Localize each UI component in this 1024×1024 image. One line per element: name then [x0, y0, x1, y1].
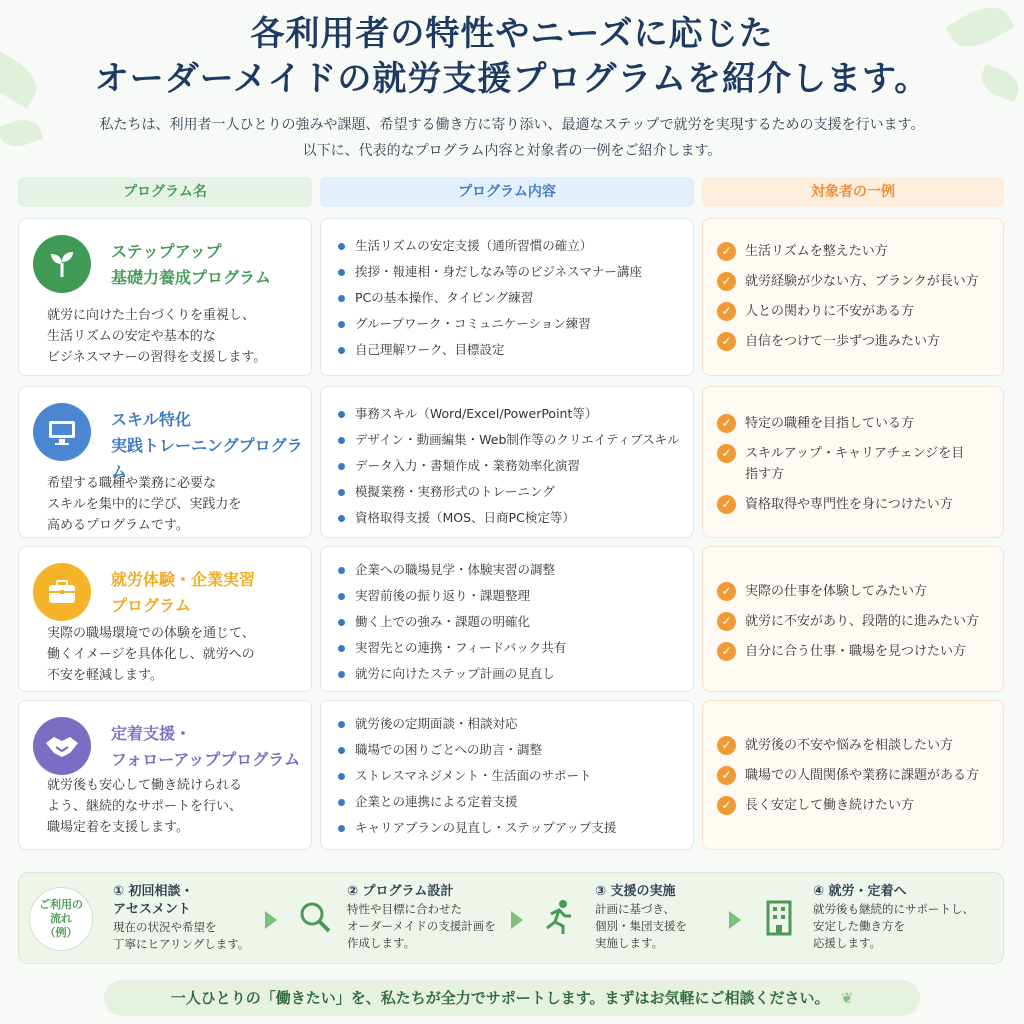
- target-item: [717, 331, 979, 352]
- target-text: 職場での人間関係や業務に課題がある方: [745, 768, 980, 783]
- target-item: [717, 611, 979, 632]
- contents-item: キャリアプランの見直し・ステップアップ支援: [335, 815, 616, 841]
- target-text: 長く安定して働き続けたい方: [745, 798, 915, 813]
- program-name-line-2: 実践トレーニングプログラム: [111, 436, 303, 481]
- target-text: 資格取得や専門性を身につけたい方: [745, 497, 953, 512]
- step-desc: 計画に基づき、: [595, 902, 676, 916]
- desc-line: 不安を軽減します。: [47, 668, 163, 683]
- program-name: [111, 721, 300, 773]
- target-item: [717, 271, 979, 292]
- program-name-line-2: フォローアッププログラム: [111, 750, 301, 769]
- arrow-right-icon: [511, 911, 523, 929]
- target-text: 自分に合う仕事・職場を見つけたい方: [745, 644, 967, 659]
- footer-text: 一人ひとりの「働きたい」を、私たちが全力でサポートします。まずはお気軽にご相談ください。: [170, 989, 830, 1007]
- step-desc: 丁寧にヒアリングします。: [113, 937, 250, 951]
- running-person-icon: [539, 895, 579, 939]
- page-title: [0, 12, 1024, 102]
- arrow-right-icon: [729, 911, 741, 929]
- monitor-icon: [33, 403, 91, 461]
- target-text: 就労に不安があり、段階的に進みたい方: [745, 614, 980, 629]
- program-contents-card: [320, 386, 694, 538]
- step-desc: 実施します。: [595, 936, 664, 950]
- program-name-line-1: ステップアップ: [111, 242, 222, 261]
- step-desc: 特性や目標に合わせた: [347, 902, 462, 916]
- contents-item: 企業への職場見学・体験実習の調整: [335, 557, 566, 583]
- targets-card: [702, 700, 1004, 850]
- step-desc: 現在の状況や希望を: [113, 920, 217, 934]
- leaf-icon: ❦: [840, 989, 854, 1007]
- desc-line: 生活リズムの安定や基本的な: [47, 329, 216, 344]
- program-name-line-2: 基礎力養成プログラム: [111, 268, 271, 287]
- program-description: [47, 775, 242, 838]
- step-desc: 就労後も継続的にサポートし、: [813, 902, 974, 916]
- target-item: [717, 765, 979, 786]
- contents-item: 自己理解ワーク、目標設定: [335, 337, 642, 363]
- check-icon: ✓: [717, 332, 736, 351]
- targets-card: [702, 386, 1004, 538]
- badge-line: ご利用の: [39, 898, 83, 911]
- program-name: [111, 239, 271, 291]
- target-item: [717, 443, 975, 485]
- target-item: [717, 795, 979, 816]
- header-program-name: プログラム名: [18, 177, 312, 207]
- step-title: ④ 就労・定着へ: [813, 884, 907, 899]
- lead-text: [0, 112, 1024, 164]
- step-title: ③ 支援の実施: [595, 884, 676, 899]
- badge-line: （例）: [44, 926, 78, 939]
- program-contents-card: [320, 546, 694, 692]
- target-text: 生活リズムを整えたい方: [745, 244, 888, 259]
- program-name-line-1: 定着支援・: [111, 724, 192, 743]
- contents-item: 事務スキル（Word/Excel/PowerPoint等）: [335, 401, 680, 427]
- header-targets: 対象者の一例: [702, 177, 1004, 207]
- contents-item: ストレスマネジメント・生活面のサポート: [335, 763, 616, 789]
- desc-line: 実際の職場環境での体験を通じて、: [47, 626, 255, 641]
- program-name-line-1: 就労体験・企業実習: [111, 570, 256, 589]
- step-title: ② プログラム設計: [347, 884, 454, 899]
- check-icon: ✓: [717, 642, 736, 661]
- program-card: [18, 700, 312, 850]
- target-item: [717, 413, 975, 434]
- check-icon: ✓: [717, 302, 736, 321]
- desc-line: 希望する職種や業務に必要な: [47, 476, 217, 491]
- lead-line-2: 以下に、代表的なプログラム内容と対象者の一例をご紹介します。: [302, 143, 722, 159]
- contents-item: デザイン・動画編集・Web制作等のクリエイティブスキル: [335, 427, 680, 453]
- check-icon: ✓: [717, 495, 736, 514]
- flow-step-3: [595, 883, 687, 952]
- target-text: 特定の職種を目指している方: [745, 416, 915, 431]
- contents-item: 模擬業務・実務形式のトレーニング: [335, 479, 680, 505]
- title-line-2: オーダーメイドの就労支援プログラムを紹介します。: [94, 59, 930, 99]
- flow-step-4: [813, 883, 974, 952]
- target-item: [717, 581, 979, 602]
- target-text: 自信をつけて一歩ずつ進みたい方: [745, 334, 941, 349]
- program-name-line-1: スキル特化: [111, 410, 191, 429]
- header-program-contents: プログラム内容: [320, 177, 694, 207]
- magnifier-icon: [295, 895, 335, 939]
- program-description: [47, 473, 241, 536]
- usage-flow: [18, 872, 1004, 964]
- program-name-line-2: プログラム: [111, 596, 191, 615]
- arrow-right-icon: [265, 911, 277, 929]
- contents-item: PCの基本操作、タイピング練習: [335, 285, 642, 311]
- desc-line: 働くイメージを具体化し、就労への: [47, 647, 255, 662]
- program-description: [47, 305, 266, 368]
- desc-line: 高めるプログラムです。: [47, 518, 189, 533]
- handshake-icon: [33, 717, 91, 775]
- check-icon: ✓: [717, 272, 736, 291]
- program-name: [111, 567, 255, 619]
- check-icon: ✓: [717, 582, 736, 601]
- check-icon: ✓: [717, 612, 736, 631]
- program-description: [47, 623, 255, 686]
- check-icon: ✓: [717, 796, 736, 815]
- step-desc: 作成します。: [347, 936, 416, 950]
- target-item: [717, 241, 979, 262]
- contents-item: グループワーク・コミュニケーション練習: [335, 311, 642, 337]
- title-line-1: 各利用者の特性やニーズに応じた: [250, 14, 774, 54]
- contents-item: 資格取得支援（MOS、日商PC検定等）: [335, 505, 680, 531]
- targets-card: [702, 218, 1004, 376]
- contents-item: 生活リズムの安定支援（通所習慣の確立）: [335, 233, 642, 259]
- desc-line: 就労後も安心して働き続けられる: [47, 778, 243, 793]
- step-desc: 個別・集団支援を: [595, 919, 687, 933]
- flow-badge: [29, 887, 93, 951]
- lead-line-1: 私たちは、利用者一人ひとりの強みや課題、希望する働き方に寄り添い、最適なステップで就労を実現するための支援を行います。: [99, 117, 925, 133]
- step-desc: 応援します。: [813, 936, 882, 950]
- footer-message: [104, 980, 920, 1016]
- target-text: 実際の仕事を体験してみたい方: [745, 584, 928, 599]
- desc-line: 就労に向けた土台づくりを重視し、: [47, 308, 256, 323]
- step-desc: 安定した働き方を: [813, 919, 905, 933]
- step-title: ① 初回相談・: [113, 884, 194, 899]
- target-text: 人との関わりに不安がある方: [745, 304, 915, 319]
- desc-line: よう、継続的なサポートを行い、: [47, 799, 243, 814]
- target-item: [717, 735, 979, 756]
- building-icon: [759, 895, 799, 939]
- contents-item: 就労に向けたステップ計画の見直し: [335, 661, 566, 687]
- contents-item: 挨拶・報連相・身だしなみ等のビジネスマナー講座: [335, 259, 642, 285]
- contents-item: 企業との連携による定着支援: [335, 789, 616, 815]
- desc-line: 職場定着を支援します。: [47, 820, 189, 835]
- badge-line: 流れ: [50, 912, 72, 925]
- program-card: [18, 546, 312, 692]
- step-title: アセスメント: [113, 902, 191, 917]
- program-contents-card: [320, 218, 694, 376]
- target-item: [717, 641, 979, 662]
- contents-item: 職場での困りごとへの助言・調整: [335, 737, 616, 763]
- target-text: スキルアップ・キャリアチェンジを目指す方: [745, 446, 965, 482]
- target-item: [717, 494, 975, 515]
- step-desc: オーダーメイドの支援計画を: [347, 919, 496, 933]
- program-contents-card: [320, 700, 694, 850]
- check-icon: ✓: [717, 766, 736, 785]
- targets-card: [702, 546, 1004, 692]
- check-icon: ✓: [717, 444, 736, 463]
- check-icon: ✓: [717, 736, 736, 755]
- contents-item: 実習前後の振り返り・課題整理: [335, 583, 566, 609]
- flow-step-2: [347, 883, 496, 952]
- program-card: [18, 218, 312, 376]
- contents-item: 就労後の定期面談・相談対応: [335, 711, 616, 737]
- check-icon: ✓: [717, 414, 736, 433]
- contents-item: 働く上での強み・課題の明確化: [335, 609, 566, 635]
- desc-line: スキルを集中的に学び、実践力を: [47, 497, 242, 512]
- sprout-icon: [33, 235, 91, 293]
- flow-step-1: [113, 883, 249, 953]
- contents-item: 実習先との連携・フィードバック共有: [335, 635, 566, 661]
- check-icon: ✓: [717, 242, 736, 261]
- target-text: 就労後の不安や悩みを相談したい方: [745, 738, 954, 753]
- briefcase-icon: [33, 563, 91, 621]
- target-item: [717, 301, 979, 322]
- desc-line: ビジネスマナーの習得を支援します。: [47, 350, 267, 365]
- program-card: [18, 386, 312, 538]
- target-text: 就労経験が少ない方、ブランクが長い方: [745, 274, 979, 289]
- contents-item: データ入力・書類作成・業務効率化演習: [335, 453, 680, 479]
